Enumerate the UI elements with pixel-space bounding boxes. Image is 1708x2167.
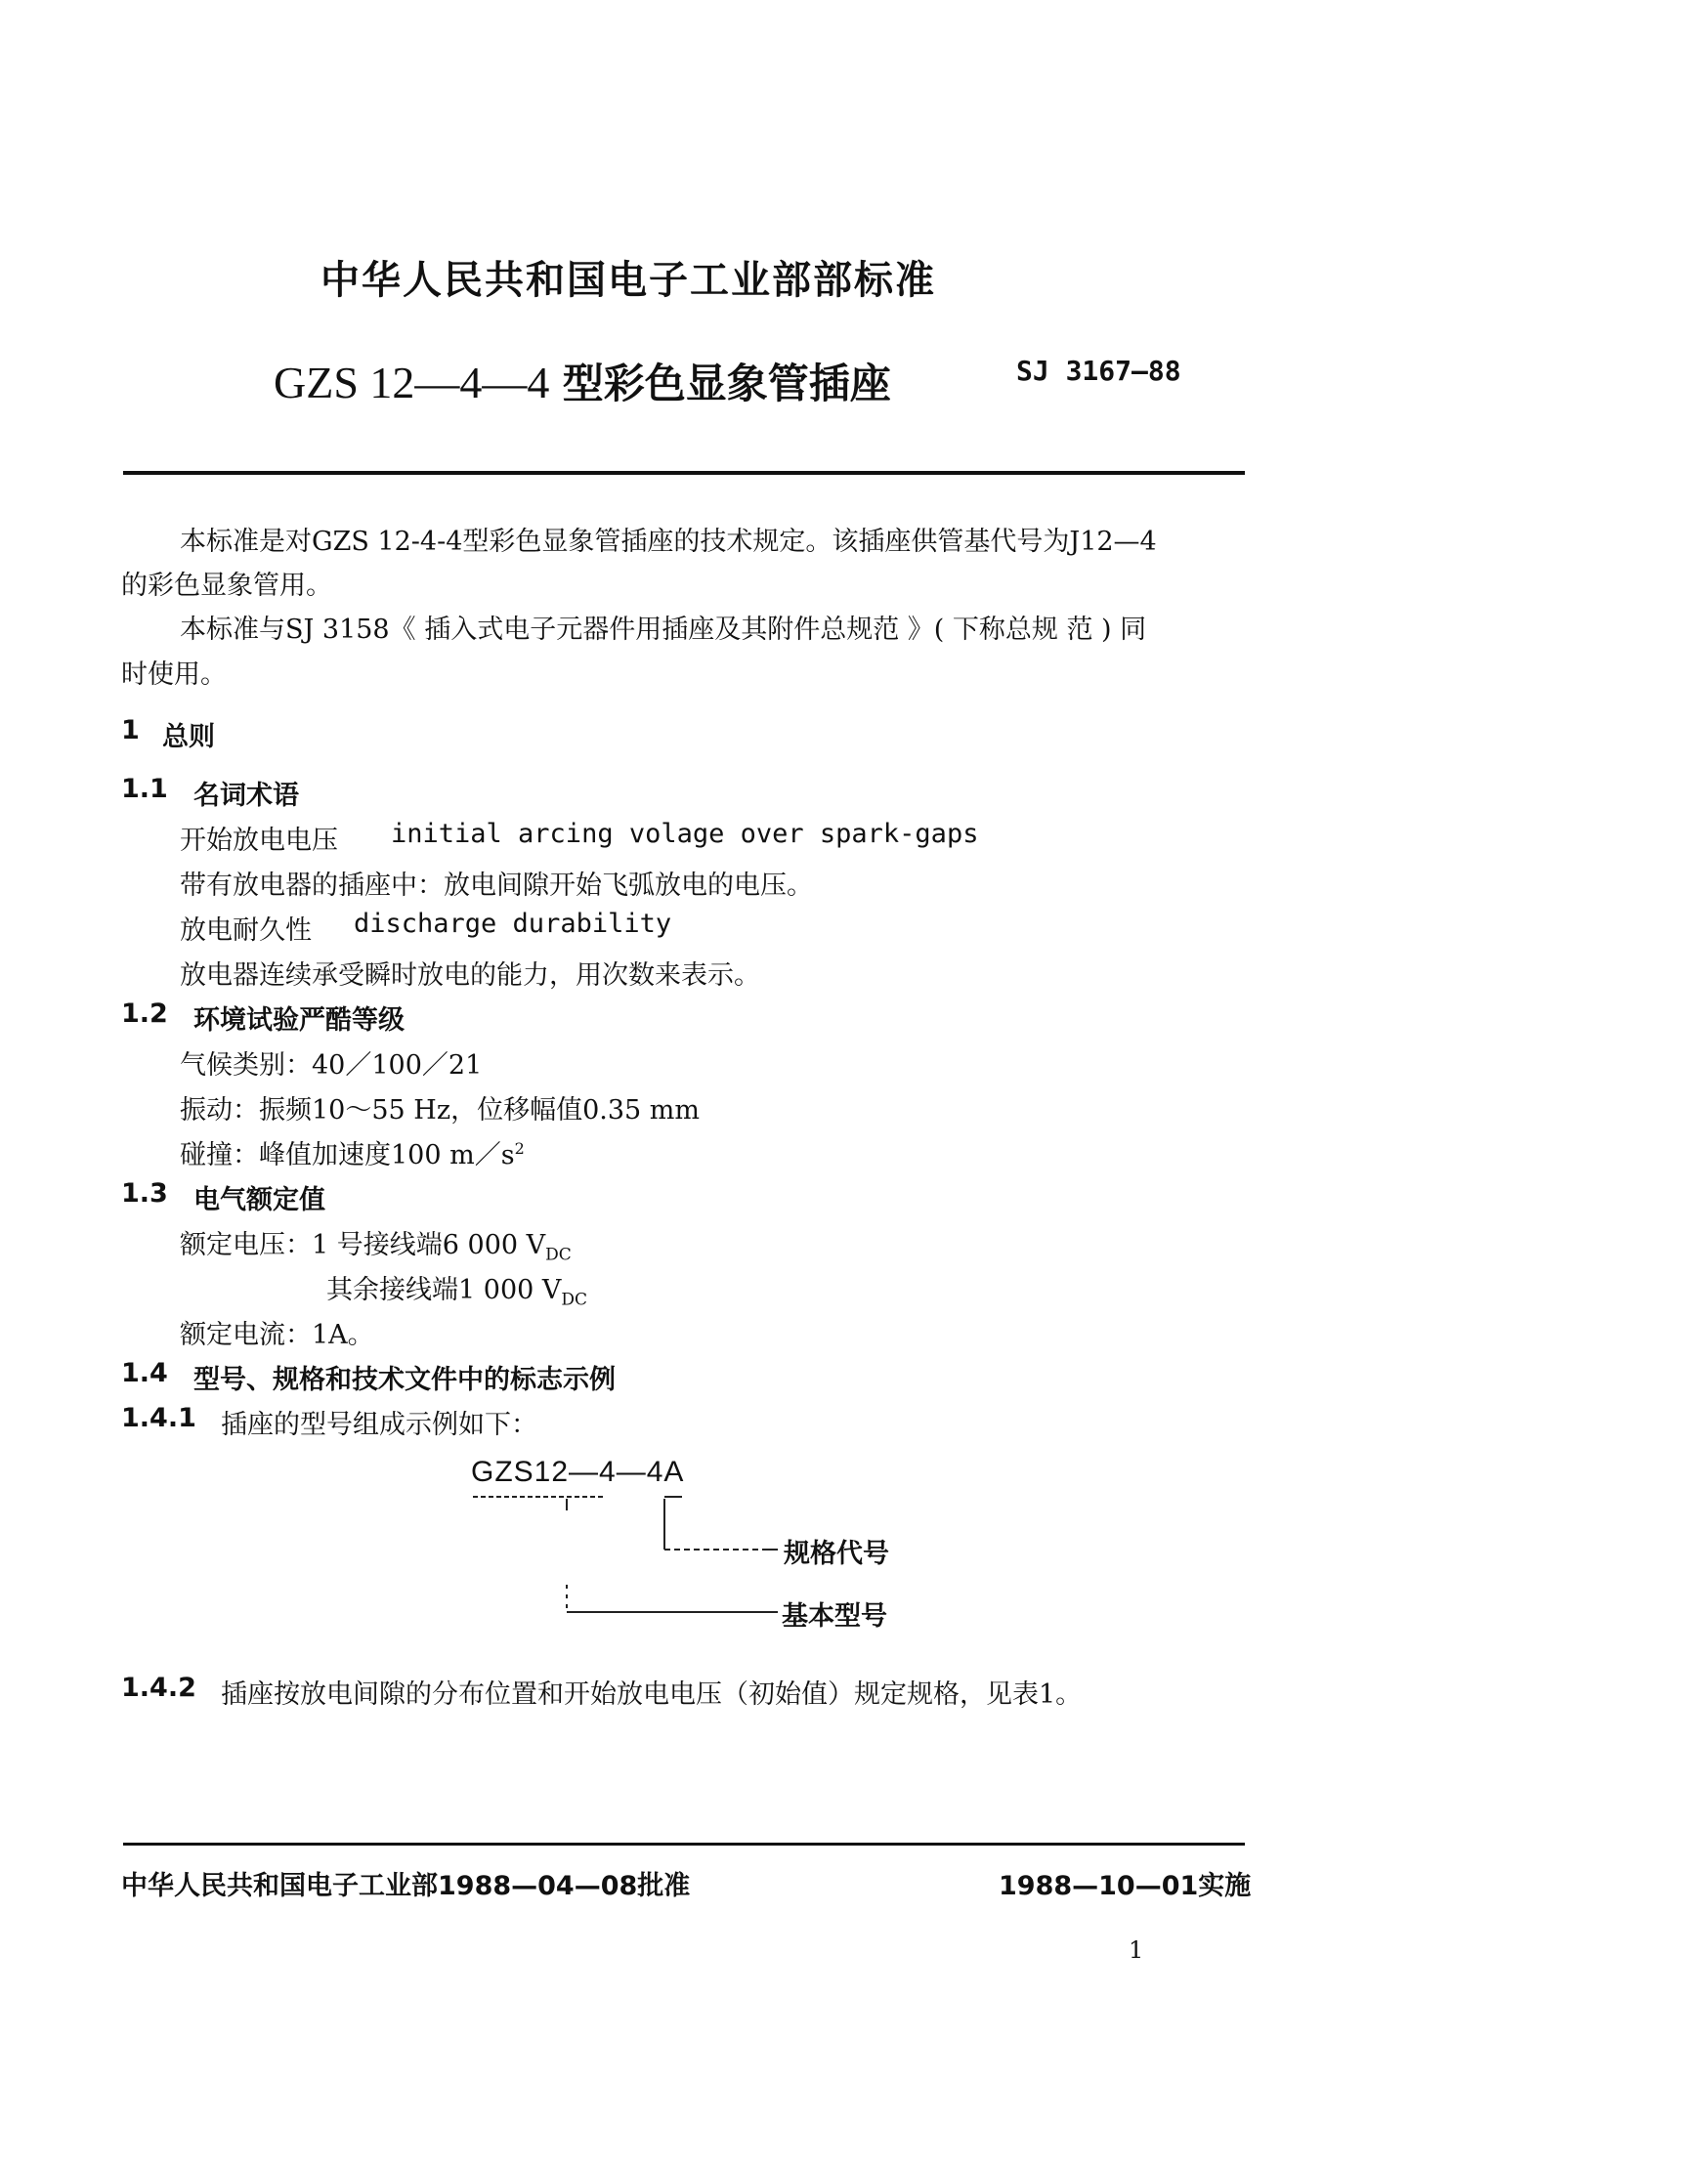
section-1-4-number: 1.4 xyxy=(121,1358,168,1388)
dc-subscript-1: DC xyxy=(545,1245,572,1265)
section-1-2-number: 1.2 xyxy=(121,999,168,1029)
effective-date: 1988—10—01实施 xyxy=(999,1871,1252,1901)
term-1-chinese: 开始放电电压 xyxy=(180,826,338,856)
term-2-chinese: 放电耐久性 xyxy=(180,915,312,946)
standard-number: SJ 3167—88 xyxy=(1016,355,1181,387)
rated-voltage-other: 其余接线端1 000 V xyxy=(326,1275,562,1305)
diagram-model-code: GZS12—4—4A xyxy=(471,1456,685,1488)
section-1-number: 1 xyxy=(121,715,140,745)
diagram-label-spec-code: 规格代号 xyxy=(784,1539,889,1569)
section-1-4-1-number: 1.4.1 xyxy=(121,1403,196,1433)
section-1-4-2-text: 插座按放电间隙的分布位置和开始放电电压（初始值）规定规格，见表1。 xyxy=(221,1679,1083,1710)
rated-current: 额定电流：1A。 xyxy=(180,1320,374,1350)
page-number: 1 xyxy=(1129,1936,1144,1964)
section-1-4-1-text: 插座的型号组成示例如下： xyxy=(221,1410,537,1440)
footer-divider xyxy=(123,1843,1245,1846)
issuing-agency: 中华人民共和国电子工业部部标准 xyxy=(320,258,936,303)
rated-voltage-line2 xyxy=(326,1268,587,1309)
term-1-english: initial arcing volage over spark-gaps xyxy=(391,819,979,849)
intro-p1-line1: 本标准是对GZS 12-4-4型彩色显象管插座的技术规定。该插座供管基代号为J12—4 xyxy=(180,527,1157,557)
approval-date: 中华人民共和国电子工业部1988—04—08批准 xyxy=(121,1871,691,1901)
rated-voltage-line1 xyxy=(180,1223,572,1264)
section-1-1-number: 1.1 xyxy=(121,774,168,804)
term-1-definition: 带有放电器的插座中：放电间隙开始飞弧放电的电压。 xyxy=(180,871,813,901)
intro-p2-line2: 时使用。 xyxy=(121,659,227,690)
header-divider xyxy=(123,471,1245,475)
section-1-title: 总则 xyxy=(162,722,215,752)
intro-p2-line1: 本标准与SJ 3158《 插入式电子元器件用插座及其附件总规范 》( 下称总规 范 ) 同 xyxy=(180,615,1147,645)
diagram-label-base-model: 基本型号 xyxy=(782,1601,887,1632)
rated-voltage-terminal1: 1 号接线端6 000 V xyxy=(312,1230,546,1260)
bump-spec xyxy=(180,1133,525,1171)
bump-text: 碰撞：峰值加速度100 m／s xyxy=(180,1140,515,1170)
section-1-3-number: 1.3 xyxy=(121,1178,168,1209)
term-2-definition: 放电器连续承受瞬时放电的能力，用次数来表示。 xyxy=(180,960,760,991)
vibration-spec: 振动：振频10～55 Hz，位移幅值0.35 mm xyxy=(180,1095,700,1126)
section-1-4-2-number: 1.4.2 xyxy=(121,1673,196,1703)
intro-p1-line2: 的彩色显象管用。 xyxy=(121,571,332,601)
section-1-4-title: 型号、规格和技术文件中的标志示例 xyxy=(193,1365,616,1395)
climate-category: 气候类别：40／100／21 xyxy=(180,1050,483,1081)
document-title xyxy=(274,352,891,410)
section-1-2-title: 环境试验严酷等级 xyxy=(193,1005,405,1036)
dc-subscript-2: DC xyxy=(561,1290,588,1310)
title-name: 型彩色显象管插座 xyxy=(562,360,891,407)
bump-exponent: 2 xyxy=(514,1139,525,1158)
rated-voltage-label: 额定电压： xyxy=(180,1230,312,1260)
section-1-3-title: 电气额定值 xyxy=(193,1185,325,1215)
title-model: GZS 12—4—4 xyxy=(274,358,550,407)
section-1-1-title: 名词术语 xyxy=(193,781,299,811)
model-code-diagram xyxy=(459,1456,928,1651)
term-2-english: discharge durability xyxy=(354,909,672,939)
